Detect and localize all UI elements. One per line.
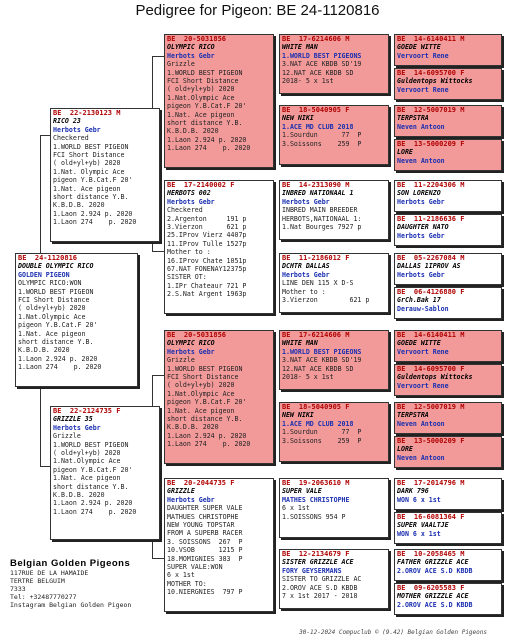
ring-number: BE 16-6081364 F bbox=[397, 513, 465, 521]
pedigree-card-gen4-14[interactable] bbox=[394, 549, 502, 581]
pigeon-name: DOUBLE OLYMPIC RICO bbox=[18, 262, 94, 271]
pigeon-name: Guldentops Wittocks bbox=[397, 373, 473, 382]
pigeon-name: GrCh.Bak 17 bbox=[397, 296, 441, 305]
pedigree-card-sire[interactable] bbox=[50, 108, 160, 242]
ring-number: BE 18-5040905 F bbox=[282, 106, 350, 114]
info-line: 1.Laon 274 p. 2020 bbox=[167, 440, 251, 449]
info-line: 1.Nat. Olympic Ace bbox=[53, 167, 125, 176]
info-line: 1.Nat. Ace pigeon bbox=[53, 184, 121, 193]
info-line: 1.WORLD BEST PIGEON bbox=[18, 287, 94, 296]
pigeon-name: OLYMPIC RICO bbox=[167, 339, 215, 348]
info-line: Checkered bbox=[167, 206, 203, 215]
owner-name: Neven Antoon bbox=[397, 156, 445, 165]
pigeon-name: GRIZZLE 35 bbox=[53, 415, 93, 424]
pigeon-name: NEW NIKI bbox=[282, 411, 314, 420]
info-line: 1.Nat Bourges 7927 p bbox=[282, 222, 362, 231]
breeder-name: Belgian Golden Pigeons bbox=[10, 558, 131, 569]
info-line: Mother to : bbox=[167, 248, 211, 257]
owner-name: Neven Antoon bbox=[397, 122, 445, 131]
ring-number: BE 10-2058465 M bbox=[397, 550, 465, 558]
owner-name: 2.OROV ACE S.D KBDB bbox=[397, 566, 473, 575]
pigeon-name: OLYMPIC RICO bbox=[167, 43, 215, 52]
pedigree-card-gen3-1[interactable] bbox=[279, 105, 389, 165]
info-line: 3.NAT ACE KBDB SD'19 bbox=[282, 356, 362, 365]
owner-name: Herbots Gebr bbox=[282, 270, 330, 279]
pedigree-card-gen4-6[interactable] bbox=[394, 253, 502, 285]
info-line: LINE DEN 115 X D-S bbox=[282, 279, 354, 288]
info-line: 2.S.Nat Argent 1963p bbox=[167, 290, 247, 299]
pedigree-card-dam[interactable] bbox=[50, 406, 160, 540]
pedigree-card-gen4-0[interactable] bbox=[394, 34, 502, 66]
info-line: 1.Nat.Olympic Ace bbox=[167, 389, 235, 398]
info-line: short distance Y.B. bbox=[53, 192, 129, 201]
owner-name: Neven Antoon bbox=[397, 453, 445, 462]
pigeon-name: WHITE MAN bbox=[282, 43, 318, 52]
pedigree-card-gen3-7[interactable] bbox=[279, 549, 389, 609]
ring-number: BE 14-2313090 M bbox=[282, 181, 350, 189]
ring-number: BE 24-1120816 bbox=[18, 254, 78, 262]
info-line: 12.NAT ACE KBDB SD bbox=[282, 68, 354, 77]
info-line: SISTER TO GRIZZLE AC bbox=[282, 575, 362, 584]
pigeon-name: SON LORENZO bbox=[397, 189, 441, 198]
page-title: Pedigree for Pigeon: BE 24-1120816 bbox=[135, 2, 380, 19]
info-line: 1.Nat. Ace pigeon bbox=[53, 474, 121, 483]
info-line: FCI Short Distance bbox=[53, 150, 125, 159]
breeder-info-line: TERTRE BELGUIM bbox=[10, 577, 65, 585]
pedigree-card-gen4-15[interactable] bbox=[394, 583, 502, 615]
pedigree-card-gen3-0[interactable] bbox=[279, 34, 389, 94]
info-line: NEW YOUNG TOPSTAR bbox=[167, 520, 235, 529]
pedigree-card-gen4-1[interactable] bbox=[394, 68, 502, 100]
ring-number: BE 05-2267084 M bbox=[397, 254, 465, 262]
ring-number: BE 20-2044735 F bbox=[167, 479, 235, 487]
info-line: FROM A SUPERB RACER bbox=[167, 529, 243, 538]
info-line: 1.Laon 2.924 p. 2020 bbox=[53, 499, 133, 508]
pigeon-name: GRIZZLE bbox=[167, 487, 195, 496]
pigeon-name: SUPER VAALTJE bbox=[397, 521, 449, 530]
info-line: 3. SOISSONS 267 P bbox=[167, 537, 243, 546]
info-line: 11.IProv Tulle 1527p bbox=[167, 239, 247, 248]
ring-number: BE 13-5000209 F bbox=[397, 140, 465, 148]
pedigree-card-gen4-10[interactable] bbox=[394, 402, 502, 434]
pigeon-name: HERBOTS 002 bbox=[167, 189, 211, 198]
info-line: 3.Soissons 259 P bbox=[282, 139, 362, 148]
ring-number: BE 14-6140411 M bbox=[397, 35, 465, 43]
pigeon-name: LORE bbox=[397, 148, 413, 157]
owner-name: Vervoort Rene bbox=[397, 381, 449, 390]
info-line: Grizzle bbox=[167, 356, 195, 365]
pigeon-name: RICO 23 bbox=[53, 117, 81, 126]
info-line: pigeon Y.B.Cat.F 20' bbox=[167, 398, 247, 407]
pigeon-name: LORE bbox=[397, 445, 413, 454]
breeder-info-line: 7333 bbox=[10, 585, 26, 593]
owner-name: GOLDEN PIGEON bbox=[18, 270, 70, 279]
info-line: Grizzle bbox=[167, 60, 195, 69]
pigeon-name: NEW NIKI bbox=[282, 114, 314, 123]
pedigree-card-gen4-12[interactable] bbox=[394, 478, 502, 510]
pigeon-name: MOTHER GRIZZLE ACE bbox=[397, 592, 469, 601]
info-line: K.B.D.B. 2020 bbox=[53, 201, 105, 210]
info-line: 3.NAT ACE KBDB SD'19 bbox=[282, 60, 362, 69]
pedigree-card-gen3-6[interactable] bbox=[279, 478, 389, 538]
owner-name: Vervoort Rene bbox=[397, 85, 449, 94]
info-line: short distance Y.B. bbox=[18, 337, 94, 346]
info-line: 3.Vierzon 621 p bbox=[167, 222, 247, 231]
pedigree-card-gen4-8[interactable] bbox=[394, 330, 502, 362]
info-line: MATHUES CHRISTOPHE bbox=[167, 512, 239, 521]
info-line: K.B.D.B. 2020 bbox=[18, 346, 70, 355]
info-line: 1.WORLD BEST PIGEON bbox=[53, 440, 129, 449]
info-line: short distance Y.B. bbox=[53, 482, 129, 491]
pigeon-name: DARK 796 bbox=[397, 487, 429, 496]
owner-name: WON 6 x 1st bbox=[397, 495, 441, 504]
info-line: FCI Short Distance bbox=[18, 295, 90, 304]
pedigree-card-gen4-3[interactable] bbox=[394, 139, 502, 171]
info-line: ( old+yl+yb) 2020 bbox=[167, 381, 235, 390]
info-line: 1.WORLD BEST PIGEON bbox=[167, 364, 243, 373]
ring-number: BE 09-6205583 F bbox=[397, 584, 465, 592]
info-line: 1.Laon 274 p. 2020 bbox=[53, 218, 137, 227]
pedigree-card-gen2-2[interactable] bbox=[164, 330, 274, 464]
pigeon-name: GOEDE WITTE bbox=[397, 339, 441, 348]
info-line: 10.NIERGNIES 797 P bbox=[167, 588, 243, 597]
info-line: 2.Argenton 191 p bbox=[167, 214, 247, 223]
pedigree-card-gen2-3[interactable] bbox=[164, 478, 274, 612]
info-line: 3.Vierzon 621 p bbox=[282, 295, 370, 304]
ring-number: BE 17-6214606 M bbox=[282, 35, 350, 43]
ring-number: BE 19-2063610 M bbox=[282, 479, 350, 487]
info-line: 12.NAT ACE KBDB SD bbox=[282, 364, 354, 373]
info-line: pigeon Y.B.Cat.F 20' bbox=[18, 321, 98, 330]
ring-number: BE 12-5007019 M bbox=[397, 106, 465, 114]
ring-number: BE 20-5031856 bbox=[167, 331, 227, 339]
info-line: 1.Nat.Olympic Ace bbox=[53, 457, 121, 466]
pigeon-name: TERPSTRA bbox=[397, 114, 429, 123]
pedigree-card-gen2-1[interactable] bbox=[164, 180, 274, 314]
info-line: 1.Sourdun 77 P bbox=[282, 428, 362, 437]
owner-name: 2.OROV ACE S.D KBDB bbox=[397, 600, 473, 609]
info-line: 1.Laon 2.924 p. 2020 bbox=[167, 431, 247, 440]
info-line: 18.MOMIGNIES 383 P bbox=[167, 554, 243, 563]
pigeon-name: DALLAS 1IPROV AS bbox=[397, 262, 461, 271]
info-line: 25.IProv Vierz 4407p bbox=[167, 231, 247, 240]
pigeon-name: GOEDE WITTE bbox=[397, 43, 441, 52]
owner-name: Herbots Gebr bbox=[282, 197, 330, 206]
owner-name: Vervoort Rene bbox=[397, 51, 449, 60]
pigeon-name: Guldentops Wittocks bbox=[397, 77, 473, 86]
ring-number: BE 22-2124735 F bbox=[53, 407, 121, 415]
info-line: ( old+yl+yb) 2020 bbox=[18, 304, 86, 313]
owner-name: Herbots Gebr bbox=[397, 197, 445, 206]
pedigree-card-gen3-5[interactable] bbox=[279, 402, 389, 462]
ring-number: BE 14-6095700 F bbox=[397, 69, 465, 77]
ring-number: BE 11-2204306 M bbox=[397, 181, 465, 189]
info-line: Grizzle bbox=[53, 432, 81, 441]
info-line: FCI Short Distance bbox=[167, 372, 239, 381]
ring-number: BE 12-5007019 M bbox=[397, 403, 465, 411]
info-line: 1.Nat. Ace pigeon bbox=[167, 406, 235, 415]
pedigree-card-gen4-2[interactable] bbox=[394, 105, 502, 137]
pedigree-card-gen4-11[interactable] bbox=[394, 436, 502, 468]
owner-name: 1.ACE MD CLUB 2018 bbox=[282, 122, 354, 131]
ring-number: BE 17-6214606 M bbox=[282, 331, 350, 339]
info-line: 2.OROV ACE S.D KBDB bbox=[282, 583, 358, 592]
info-line: 16.IProv Chate 1051p bbox=[167, 256, 247, 265]
pigeon-name: FATHER GRIZZLE ACE bbox=[397, 558, 469, 567]
owner-name: 1.WORLD BEST PIGEONS bbox=[282, 51, 362, 60]
info-line: 1.Laon 274 p. 2020 bbox=[18, 363, 102, 372]
info-line: 1.Nat. Ace pigeon bbox=[167, 110, 235, 119]
pigeon-name: WHITE MAN bbox=[282, 339, 318, 348]
owner-name: MATHES CHRISTOPHE bbox=[282, 495, 350, 504]
info-line: SUPER VALE:WON bbox=[167, 562, 223, 571]
info-line: 1.Sourdun 77 P bbox=[282, 131, 362, 140]
info-line: ( old+yl+yb) 2020 bbox=[53, 159, 121, 168]
pigeon-name: INBRED NATIONAAL 1 bbox=[282, 189, 354, 198]
pedigree-card-gen4-4[interactable] bbox=[394, 180, 502, 212]
pedigree-card-gen4-13[interactable] bbox=[394, 512, 502, 544]
owner-name: Herbots Gebr bbox=[167, 51, 215, 60]
info-line: ( old+yl+yb) 2020 bbox=[53, 448, 121, 457]
info-line: pigeon Y.B.Cat.F 20' bbox=[53, 465, 133, 474]
owner-name: WON 6 x 1st bbox=[397, 529, 441, 538]
info-line: 1.IPr Chateaur 721 P bbox=[167, 281, 247, 290]
info-line: OLYMPIC RICO:WON bbox=[18, 279, 82, 288]
pedigree-card-gen3-4[interactable] bbox=[279, 330, 389, 390]
info-line: pigeon Y.B.Cat.F 20' bbox=[167, 102, 247, 111]
info-line: MOTHER TO: bbox=[167, 579, 207, 588]
ring-number: BE 13-5000209 F bbox=[397, 437, 465, 445]
pedigree-card-subject[interactable] bbox=[15, 253, 138, 387]
pigeon-name: TERPSTRA bbox=[397, 411, 429, 420]
info-line: K.B.D.B. 2020 bbox=[167, 423, 219, 432]
pedigree-card-gen3-2[interactable] bbox=[279, 180, 389, 240]
info-line: 3.Soissons 259 P bbox=[282, 436, 362, 445]
info-line: ( old+yl+yb) 2020 bbox=[167, 85, 235, 94]
owner-name: Herbots Gebr bbox=[53, 125, 101, 134]
ring-number: BE 17-2014796 M bbox=[397, 479, 465, 487]
owner-name: Herbots Gebr bbox=[167, 347, 215, 356]
owner-name: Herbots Gebr bbox=[53, 423, 101, 432]
breeder-info-line: Tel: +32487770277 bbox=[10, 593, 77, 601]
info-line: 6 x 1st bbox=[167, 571, 195, 580]
breeder-info bbox=[10, 558, 131, 609]
owner-name: Vervoort Rene bbox=[397, 347, 449, 356]
ring-number: BE 14-6140411 M bbox=[397, 331, 465, 339]
info-line: Mother to : bbox=[282, 287, 326, 296]
ring-number: BE 20-5031856 bbox=[167, 35, 227, 43]
owner-name: Herbots Gebr bbox=[167, 197, 215, 206]
info-line: 1.WORLD BEST PIGEON bbox=[53, 142, 129, 151]
owner-name: 1.WORLD BEST PIGEONS bbox=[282, 347, 362, 356]
info-line: SISTER OT: bbox=[167, 273, 207, 282]
info-line: 1.Laon 2.924 p. 2020 bbox=[53, 209, 133, 218]
pedigree-card-gen4-5[interactable] bbox=[394, 214, 502, 246]
owner-name: Derauw-Sablon bbox=[397, 304, 449, 313]
pedigree-card-gen4-9[interactable] bbox=[394, 364, 502, 396]
info-line: INBRED MAIN BREEDER bbox=[282, 206, 358, 215]
info-line: Checkered bbox=[53, 134, 89, 143]
info-line: 7 x 1st 2017 - 2018 bbox=[282, 591, 358, 600]
pigeon-name: DCHTR DALLAS bbox=[282, 262, 330, 271]
ring-number: BE 17-2140002 F bbox=[167, 181, 235, 189]
info-line: 1.Laon 2.924 p. 2020 bbox=[18, 354, 98, 363]
pedigree-card-gen4-7[interactable] bbox=[394, 287, 502, 319]
info-line: 10.VSOB 1215 P bbox=[167, 546, 243, 555]
info-line: 1.WORLD BEST PIGEON bbox=[167, 68, 243, 77]
ring-number: BE 14-6095700 F bbox=[397, 365, 465, 373]
owner-name: Herbots Gebr bbox=[397, 270, 445, 279]
owner-name: Herbots Gebr bbox=[167, 495, 215, 504]
info-line: 1.Laon 274 p. 2020 bbox=[167, 144, 251, 153]
owner-name: 1.ACE MD CLUB 2018 bbox=[282, 419, 354, 428]
info-line: 1.Nat.Olympic Ace bbox=[167, 93, 235, 102]
info-line: 1.Nat.Olympic Ace bbox=[18, 312, 86, 321]
owner-name: FORY GEYSERMANS bbox=[282, 566, 342, 575]
info-line: 1.Nat. Ace pigeon bbox=[18, 329, 86, 338]
info-line: short distance Y.B. bbox=[167, 414, 243, 423]
pigeon-name: SISTER GRIZZLE ACE bbox=[282, 558, 354, 567]
info-line: DAUGHTER SUPER VALE bbox=[167, 504, 243, 513]
footer-credit: 30-12-2024 Compuclub © (9.42) Belgian Golden Pigeons bbox=[299, 629, 487, 636]
info-line: FCI Short Distance bbox=[167, 76, 239, 85]
ring-number: BE 12-2134679 F bbox=[282, 550, 350, 558]
info-line: K.B.D.B. 2020 bbox=[167, 127, 219, 136]
ring-number: BE 18-5040905 F bbox=[282, 403, 350, 411]
info-line: 1.Laon 274 p. 2020 bbox=[53, 507, 137, 516]
owner-name: Neven Antoon bbox=[397, 419, 445, 428]
pigeon-name: DAUGHTER NATO bbox=[397, 223, 449, 232]
info-line: 2018- 5 x 1st bbox=[282, 372, 334, 381]
info-line: K.B.D.B. 2020 bbox=[53, 490, 105, 499]
pigeon-name: SUPER VALE bbox=[282, 487, 322, 496]
info-line: short distance Y.B. bbox=[167, 118, 243, 127]
ring-number: BE 11-2186012 F bbox=[282, 254, 350, 262]
ring-number: BE 22-2130123 M bbox=[53, 109, 121, 117]
pedigree-card-gen3-3[interactable] bbox=[279, 253, 389, 313]
ring-number: BE 11-2186636 F bbox=[397, 215, 465, 223]
info-line: 67.NAT FONENAY12375p bbox=[167, 264, 247, 273]
breeder-info-line: Instagram Belgian Golden Pigeon bbox=[10, 601, 132, 609]
info-line: 2018- 5 x 1st bbox=[282, 76, 334, 85]
info-line: 6 x 1st bbox=[282, 504, 310, 513]
info-line: pigeon Y.B.Cat.F 20' bbox=[53, 176, 133, 185]
ring-number: BE 06-4126880 F bbox=[397, 288, 465, 296]
pedigree-card-gen2-0[interactable] bbox=[164, 34, 274, 168]
info-line: HERBOTS,NATIONAAL 1: bbox=[282, 214, 362, 223]
info-line: 1.Laon 2.924 p. 2020 bbox=[167, 135, 247, 144]
owner-name: Herbots Gebr bbox=[397, 231, 445, 240]
breeder-info-line: 117RUE DE LA HAMAIDE bbox=[10, 569, 89, 577]
info-line: 1.SOISSONS 954 P bbox=[282, 512, 346, 521]
